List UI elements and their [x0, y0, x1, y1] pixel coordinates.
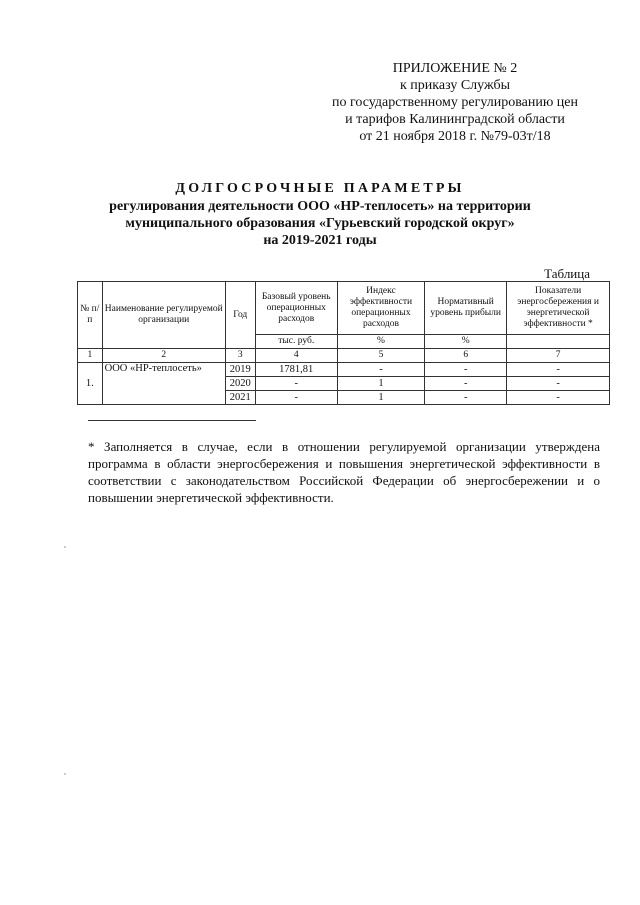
unit-energy: [507, 335, 610, 349]
header-energy: Показатели энергосбережения и энергетической эффективности *: [507, 282, 610, 335]
header-base: Базовый уровень операционных расходов: [255, 282, 337, 335]
title-line: муниципального образования «Гурьевский городской округ»: [125, 216, 515, 231]
table-row: [78, 363, 610, 377]
appendix-line: по государственному регулированию цен: [332, 95, 578, 110]
column-number: 3: [225, 349, 255, 363]
column-number: 2: [102, 349, 225, 363]
cell-index: 1: [337, 377, 424, 391]
scan-speck: [64, 773, 66, 775]
cell-base: -: [255, 377, 337, 391]
table-column-numbers-row: [78, 349, 610, 363]
cell-year: 2020: [225, 377, 255, 391]
parameters-table: [77, 281, 610, 405]
appendix-line: и тарифов Калининградской области: [345, 112, 565, 127]
column-number: 1: [78, 349, 103, 363]
footnote: * Заполняется в случае, если в отношении регулируемой организации утверждена программа в области энергосбережения и повышения энергетической эффективности в соответствии с законодательством Российской Федерации об энергосбережении и о повышении энергетической эффективности.: [88, 439, 600, 505]
column-number: 6: [425, 349, 507, 363]
cell-energy: -: [507, 363, 610, 377]
appendix-line: к приказу Службы: [400, 78, 510, 93]
cell-profit: -: [425, 391, 507, 405]
unit-profit: %: [425, 335, 507, 349]
unit-base: тыс. руб.: [255, 335, 337, 349]
header-profit: Нормативный уровень прибыли: [425, 282, 507, 335]
cell-base: -: [255, 391, 337, 405]
column-number: 5: [337, 349, 424, 363]
unit-index: %: [337, 335, 424, 349]
document-title: [60, 180, 580, 249]
row-number: 1.: [78, 363, 103, 405]
header-org: Наименование регулируемой организации: [102, 282, 225, 349]
header-index: Индекс эффективности операционных расходов: [337, 282, 424, 335]
title-line: регулирования деятельности ООО «НР-теплосеть» на территории: [109, 199, 531, 214]
title-line: на 2019-2021 годы: [263, 233, 377, 248]
cell-year: 2021: [225, 391, 255, 405]
table-caption: Таблица: [544, 266, 590, 281]
organization-name: ООО «НР-теплосеть»: [102, 363, 225, 405]
cell-base: 1781,81: [255, 363, 337, 377]
cell-energy: -: [507, 377, 610, 391]
appendix-line: ПРИЛОЖЕНИЕ № 2: [392, 61, 518, 76]
cell-year: 2019: [225, 363, 255, 377]
column-number: 7: [507, 349, 610, 363]
cell-index: 1: [337, 391, 424, 405]
cell-energy: -: [507, 391, 610, 405]
header-num: № п/п: [78, 282, 103, 349]
appendix-line: от 21 ноября 2018 г. №79-03т/18: [359, 129, 551, 144]
footnote-divider: [88, 420, 256, 421]
cell-index: -: [337, 363, 424, 377]
cell-profit: -: [425, 377, 507, 391]
table-header-row: [78, 282, 610, 335]
title-main: ДОЛГОСРОЧНЫЕ ПАРАМЕТРЫ: [175, 181, 465, 196]
cell-profit: -: [425, 363, 507, 377]
appendix-header: [300, 60, 610, 145]
header-year: Год: [225, 282, 255, 349]
column-number: 4: [255, 349, 337, 363]
scan-speck: [64, 546, 66, 548]
